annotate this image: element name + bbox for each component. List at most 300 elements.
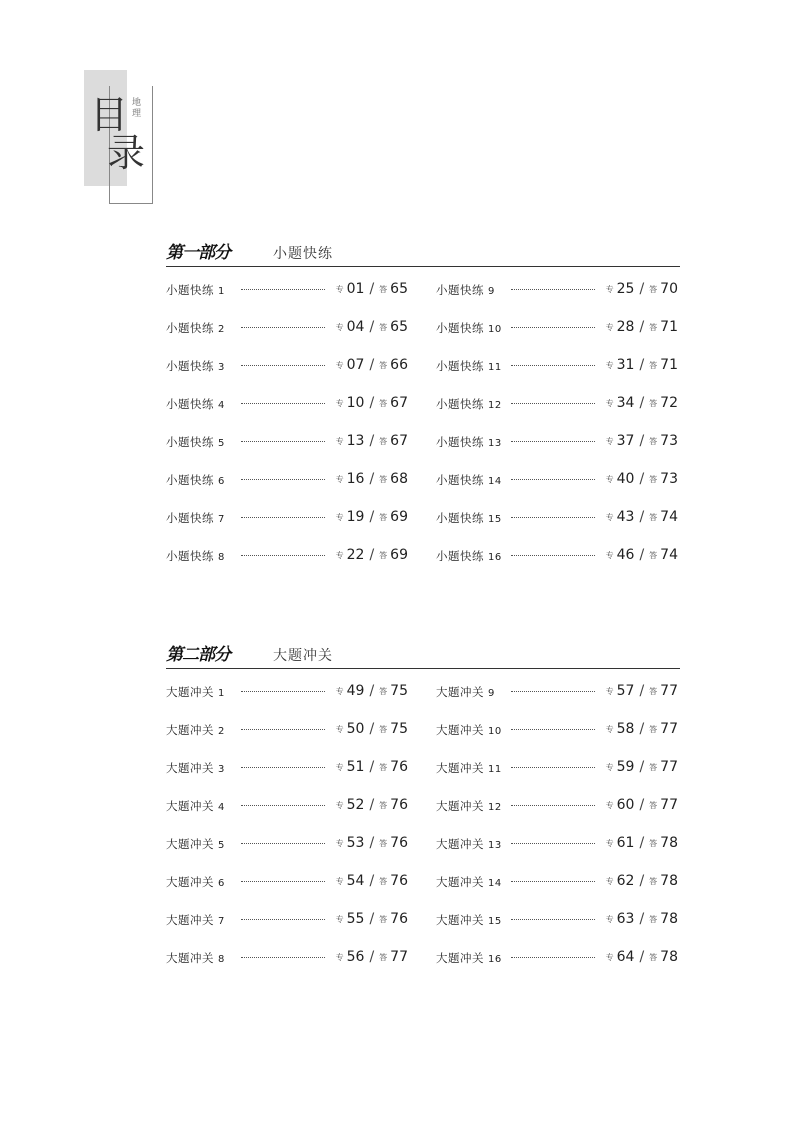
slash-separator: / (369, 509, 375, 525)
slash-separator: / (639, 547, 645, 563)
answer-page-key: 答 (379, 915, 388, 924)
question-page-key: 专 (335, 915, 344, 924)
question-page-key: 专 (605, 763, 614, 772)
toc-entry[interactable] (166, 750, 408, 788)
answer-page-number: 78 (660, 911, 678, 927)
answer-page-key: 答 (649, 437, 658, 446)
slash-separator: / (639, 357, 645, 373)
question-page-key: 专 (335, 725, 344, 734)
toc-entry-number: 10 (488, 726, 502, 737)
toc-entry-label (436, 912, 502, 928)
question-page-key: 专 (605, 877, 614, 886)
section-part-two (166, 644, 680, 965)
toc-column-left (166, 272, 408, 576)
answer-page-key: 答 (649, 763, 658, 772)
toc-column-right (436, 272, 678, 576)
toc-entry-number: 13 (488, 840, 502, 851)
toc-entry[interactable] (436, 902, 678, 940)
slash-separator: / (369, 873, 375, 889)
toc-entry-title: 小题快练 (436, 549, 484, 563)
dot-leader (511, 403, 595, 404)
answer-page-key: 答 (649, 877, 658, 886)
toc-entry[interactable] (166, 788, 408, 826)
answer-page-number: 76 (390, 797, 408, 813)
answer-page-number: 74 (660, 547, 678, 563)
answer-page-number: 65 (390, 319, 408, 335)
page-title-char-1: 目 (90, 93, 129, 137)
toc-entry-title: 小题快练 (166, 435, 214, 449)
dot-leader (511, 365, 595, 366)
answer-page-key: 答 (649, 801, 658, 810)
question-page-number: 64 (616, 949, 635, 965)
answer-page-key: 答 (649, 687, 658, 696)
question-page-number: 52 (346, 797, 365, 813)
toc-entry-title: 小题快练 (436, 397, 484, 411)
answer-page-number: 66 (390, 357, 408, 373)
answer-page-number: 71 (660, 319, 678, 335)
toc-entry-label (166, 548, 225, 564)
slash-separator: / (639, 319, 645, 335)
toc-entry[interactable] (166, 902, 408, 940)
answer-page-number: 68 (390, 471, 408, 487)
section-part-one (166, 242, 680, 563)
toc-entry-title: 大题冲关 (166, 799, 214, 813)
toc-entry-title: 大题冲关 (166, 875, 214, 889)
slash-separator: / (639, 433, 645, 449)
toc-entry[interactable] (166, 864, 408, 902)
toc-entry-label (166, 320, 225, 336)
toc-entry[interactable] (436, 674, 678, 712)
slash-separator: / (639, 759, 645, 775)
question-page-key: 专 (335, 801, 344, 810)
answer-page-number: 76 (390, 873, 408, 889)
page-refs (336, 870, 408, 889)
question-page-number: 16 (346, 471, 365, 487)
page-refs (606, 794, 678, 813)
toc-entry-title: 小题快练 (166, 283, 214, 297)
question-page-key: 专 (335, 361, 344, 370)
question-page-number: 13 (346, 433, 365, 449)
toc-entry-number: 8 (218, 954, 225, 965)
toc-entry-label (166, 282, 225, 298)
page-refs (606, 680, 678, 699)
toc-entry-title: 小题快练 (166, 549, 214, 563)
toc-entry-number: 16 (488, 954, 502, 965)
answer-page-number: 72 (660, 395, 678, 411)
dot-leader (241, 365, 325, 366)
toc-entry-number: 7 (218, 916, 225, 927)
toc-entry-number: 4 (218, 400, 225, 411)
question-page-key: 专 (605, 399, 614, 408)
toc-entry-number: 15 (488, 514, 502, 525)
toc-entry-label (166, 912, 225, 928)
toc-entry-number: 1 (218, 286, 225, 297)
toc-entry-number: 3 (218, 362, 225, 373)
toc-entry-label (436, 836, 502, 852)
toc-entry-label (166, 510, 225, 526)
page-title-char-2: 录 (107, 131, 146, 175)
answer-page-number: 78 (660, 835, 678, 851)
toc-entry-number: 3 (218, 764, 225, 775)
question-page-key: 专 (605, 323, 614, 332)
answer-page-key: 答 (649, 323, 658, 332)
toc-entry-label (436, 434, 502, 450)
toc-entry[interactable] (436, 826, 678, 864)
dot-leader (511, 881, 595, 882)
toc-entry[interactable] (436, 788, 678, 826)
toc-entry-number: 6 (218, 878, 225, 889)
toc-entry-label (436, 510, 502, 526)
section-name: 小题快练 (273, 246, 333, 262)
answer-page-number: 78 (660, 873, 678, 889)
toc-entry-label (436, 760, 502, 776)
question-page-key: 专 (605, 437, 614, 446)
dot-leader (241, 327, 325, 328)
page-refs (336, 946, 408, 965)
page-refs (336, 278, 408, 297)
toc-entry-label (166, 950, 225, 966)
page-refs (336, 794, 408, 813)
page-refs (606, 718, 678, 737)
toc-entry-number: 6 (218, 476, 225, 487)
toc-entry-label (166, 434, 225, 450)
dot-leader (241, 403, 325, 404)
section-header (166, 242, 680, 267)
toc-entry-label (166, 874, 225, 890)
question-page-number: 55 (346, 911, 365, 927)
slash-separator: / (369, 759, 375, 775)
dot-leader (241, 441, 325, 442)
toc-entry[interactable] (436, 424, 678, 462)
answer-page-key: 答 (379, 285, 388, 294)
toc-entry-title: 小题快练 (436, 511, 484, 525)
slash-separator: / (369, 949, 375, 965)
toc-entry-title: 小题快练 (166, 397, 214, 411)
answer-page-number: 78 (660, 949, 678, 965)
toc-entry-title: 小题快练 (166, 511, 214, 525)
subject-label (132, 98, 142, 120)
dot-leader (241, 767, 325, 768)
dot-leader (241, 289, 325, 290)
answer-page-key: 答 (379, 877, 388, 886)
page-refs (336, 718, 408, 737)
dot-leader (241, 919, 325, 920)
toc-entry-title: 小题快练 (436, 321, 484, 335)
slash-separator: / (369, 547, 375, 563)
toc-column-left (166, 674, 408, 978)
toc-entry[interactable] (436, 500, 678, 538)
toc-entry[interactable] (166, 424, 408, 462)
question-page-key: 专 (335, 475, 344, 484)
question-page-key: 专 (605, 513, 614, 522)
page-refs (606, 908, 678, 927)
toc-entry-title: 大题冲关 (166, 761, 214, 775)
section-header (166, 644, 680, 669)
answer-page-key: 答 (379, 513, 388, 522)
answer-page-key: 答 (379, 801, 388, 810)
page-refs (606, 354, 678, 373)
question-page-number: 59 (616, 759, 635, 775)
toc-entry-label (166, 722, 225, 738)
answer-page-key: 答 (379, 323, 388, 332)
question-page-number: 63 (616, 911, 635, 927)
question-page-number: 25 (616, 281, 635, 297)
toc-entry[interactable] (166, 940, 408, 978)
toc-entry-number: 11 (488, 764, 502, 775)
toc-column-right (436, 674, 678, 978)
question-page-number: 61 (616, 835, 635, 851)
toc-entry[interactable] (436, 462, 678, 500)
toc-entry-number: 5 (218, 840, 225, 851)
question-page-number: 19 (346, 509, 365, 525)
dot-leader (511, 289, 595, 290)
slash-separator: / (639, 395, 645, 411)
toc-entry[interactable] (166, 712, 408, 750)
toc-entry-label (436, 472, 502, 488)
answer-page-key: 答 (379, 437, 388, 446)
answer-page-number: 73 (660, 433, 678, 449)
question-page-number: 01 (346, 281, 365, 297)
toc-entry-number: 1 (218, 688, 225, 699)
toc-entry-title: 大题冲关 (436, 685, 484, 699)
answer-page-number: 77 (660, 683, 678, 699)
answer-page-number: 76 (390, 835, 408, 851)
toc-entry-title: 大题冲关 (436, 837, 484, 851)
slash-separator: / (639, 873, 645, 889)
toc-entry-number: 16 (488, 552, 502, 563)
answer-page-number: 77 (660, 721, 678, 737)
toc-entry[interactable] (166, 348, 408, 386)
dot-leader (511, 327, 595, 328)
section-part-label: 第一部分 (166, 243, 230, 263)
toc-entry[interactable] (436, 940, 678, 978)
answer-page-number: 77 (660, 759, 678, 775)
toc-entry[interactable] (166, 826, 408, 864)
section-name: 大题冲关 (273, 648, 333, 664)
answer-page-number: 76 (390, 911, 408, 927)
toc-entry-title: 小题快练 (436, 435, 484, 449)
toc-entry-label (436, 548, 502, 564)
toc-entry[interactable] (166, 272, 408, 310)
toc-entry-title: 小题快练 (166, 473, 214, 487)
toc-entry-label (166, 358, 225, 374)
answer-page-key: 答 (379, 687, 388, 696)
answer-page-number: 75 (390, 721, 408, 737)
page-refs (336, 316, 408, 335)
page-refs (336, 680, 408, 699)
dot-leader (511, 805, 595, 806)
toc-entry-label (166, 760, 225, 776)
page-refs (606, 756, 678, 775)
toc-entry-number: 4 (218, 802, 225, 813)
question-page-number: 60 (616, 797, 635, 813)
question-page-key: 专 (335, 399, 344, 408)
toc-entry[interactable] (166, 386, 408, 424)
answer-page-key: 答 (649, 551, 658, 560)
slash-separator: / (369, 835, 375, 851)
toc-entry[interactable] (166, 462, 408, 500)
toc-entry[interactable] (436, 750, 678, 788)
slash-separator: / (369, 471, 375, 487)
answer-page-key: 答 (649, 839, 658, 848)
toc-entry-label (166, 684, 225, 700)
toc-entry-title: 大题冲关 (436, 875, 484, 889)
page-refs (606, 544, 678, 563)
question-page-number: 49 (346, 683, 365, 699)
toc-entry-title: 大题冲关 (166, 723, 214, 737)
question-page-key: 专 (335, 285, 344, 294)
toc-entry-number: 14 (488, 878, 502, 889)
page-refs (336, 392, 408, 411)
slash-separator: / (369, 721, 375, 737)
dot-leader (511, 843, 595, 844)
question-page-number: 56 (346, 949, 365, 965)
toc-entry[interactable] (436, 712, 678, 750)
answer-page-key: 答 (649, 475, 658, 484)
toc-entry-title: 大题冲关 (166, 951, 214, 965)
page-refs (606, 832, 678, 851)
toc-entry-number: 9 (488, 688, 495, 699)
toc-entry-title: 大题冲关 (436, 913, 484, 927)
section-part-label: 第二部分 (166, 645, 230, 665)
toc-entry-label (436, 358, 502, 374)
dot-leader (511, 517, 595, 518)
answer-page-key: 答 (379, 763, 388, 772)
answer-page-number: 71 (660, 357, 678, 373)
answer-page-number: 65 (390, 281, 408, 297)
page-refs (606, 870, 678, 889)
slash-separator: / (639, 835, 645, 851)
toc-entry-title: 大题冲关 (436, 723, 484, 737)
toc-entry-number: 2 (218, 324, 225, 335)
toc-entry-title: 大题冲关 (436, 761, 484, 775)
dot-leader (511, 479, 595, 480)
slash-separator: / (639, 721, 645, 737)
answer-page-number: 67 (390, 433, 408, 449)
toc-entry[interactable] (436, 348, 678, 386)
question-page-number: 07 (346, 357, 365, 373)
toc-entry[interactable] (436, 864, 678, 902)
toc-entry-title: 小题快练 (166, 321, 214, 335)
toc-entry-number: 12 (488, 400, 502, 411)
question-page-number: 31 (616, 357, 635, 373)
question-page-number: 46 (616, 547, 635, 563)
answer-page-key: 答 (379, 399, 388, 408)
toc-entry[interactable] (166, 538, 408, 576)
slash-separator: / (369, 395, 375, 411)
question-page-number: 34 (616, 395, 635, 411)
toc-title-block (84, 70, 152, 204)
toc-entry-number: 7 (218, 514, 225, 525)
slash-separator: / (639, 797, 645, 813)
dot-leader (241, 555, 325, 556)
toc-entry-title: 小题快练 (166, 359, 214, 373)
dot-leader (241, 957, 325, 958)
toc-entry-label (436, 874, 502, 890)
toc-entry-label (436, 684, 495, 700)
question-page-key: 专 (605, 725, 614, 734)
answer-page-number: 74 (660, 509, 678, 525)
toc-entry-title: 小题快练 (436, 359, 484, 373)
page-refs (336, 430, 408, 449)
answer-page-key: 答 (649, 725, 658, 734)
question-page-number: 53 (346, 835, 365, 851)
slash-separator: / (369, 357, 375, 373)
toc-entry[interactable] (436, 310, 678, 348)
question-page-key: 专 (335, 437, 344, 446)
answer-page-number: 67 (390, 395, 408, 411)
question-page-number: 51 (346, 759, 365, 775)
question-page-number: 54 (346, 873, 365, 889)
toc-entry-number: 2 (218, 726, 225, 737)
answer-page-key: 答 (649, 915, 658, 924)
page-refs (606, 468, 678, 487)
toc-entry-title: 小题快练 (436, 283, 484, 297)
dot-leader (511, 555, 595, 556)
question-page-key: 专 (335, 687, 344, 696)
dot-leader (511, 691, 595, 692)
dot-leader (511, 767, 595, 768)
toc-entry-label (436, 282, 495, 298)
toc-entry-label (436, 396, 502, 412)
dot-leader (511, 957, 595, 958)
question-page-number: 37 (616, 433, 635, 449)
toc-entry[interactable] (166, 674, 408, 712)
slash-separator: / (369, 911, 375, 927)
question-page-key: 专 (335, 323, 344, 332)
question-page-number: 62 (616, 873, 635, 889)
question-page-number: 40 (616, 471, 635, 487)
page-refs (606, 430, 678, 449)
toc-entry-number: 10 (488, 324, 502, 335)
page-refs (336, 544, 408, 563)
page-refs (606, 316, 678, 335)
question-page-key: 专 (335, 513, 344, 522)
slash-separator: / (639, 949, 645, 965)
page-refs (336, 832, 408, 851)
toc-entry[interactable] (166, 500, 408, 538)
toc-entry-number: 5 (218, 438, 225, 449)
toc-entry-title: 大题冲关 (166, 685, 214, 699)
slash-separator: / (639, 281, 645, 297)
question-page-number: 22 (346, 547, 365, 563)
page-refs (336, 908, 408, 927)
toc-entry[interactable] (166, 310, 408, 348)
toc-entry-label (166, 396, 225, 412)
page-refs (336, 468, 408, 487)
question-page-key: 专 (335, 877, 344, 886)
slash-separator: / (369, 433, 375, 449)
question-page-key: 专 (605, 953, 614, 962)
answer-page-number: 77 (660, 797, 678, 813)
question-page-key: 专 (605, 361, 614, 370)
answer-page-key: 答 (379, 551, 388, 560)
answer-page-number: 75 (390, 683, 408, 699)
slash-separator: / (369, 319, 375, 335)
question-page-key: 专 (605, 839, 614, 848)
question-page-key: 专 (335, 763, 344, 772)
question-page-key: 专 (605, 915, 614, 924)
dot-leader (511, 919, 595, 920)
question-page-key: 专 (605, 475, 614, 484)
toc-entry-number: 14 (488, 476, 502, 487)
toc-entry[interactable] (436, 538, 678, 576)
toc-entry[interactable] (436, 386, 678, 424)
answer-page-number: 70 (660, 281, 678, 297)
answer-page-key: 答 (379, 725, 388, 734)
toc-entry-label (436, 320, 502, 336)
toc-entry[interactable] (436, 272, 678, 310)
